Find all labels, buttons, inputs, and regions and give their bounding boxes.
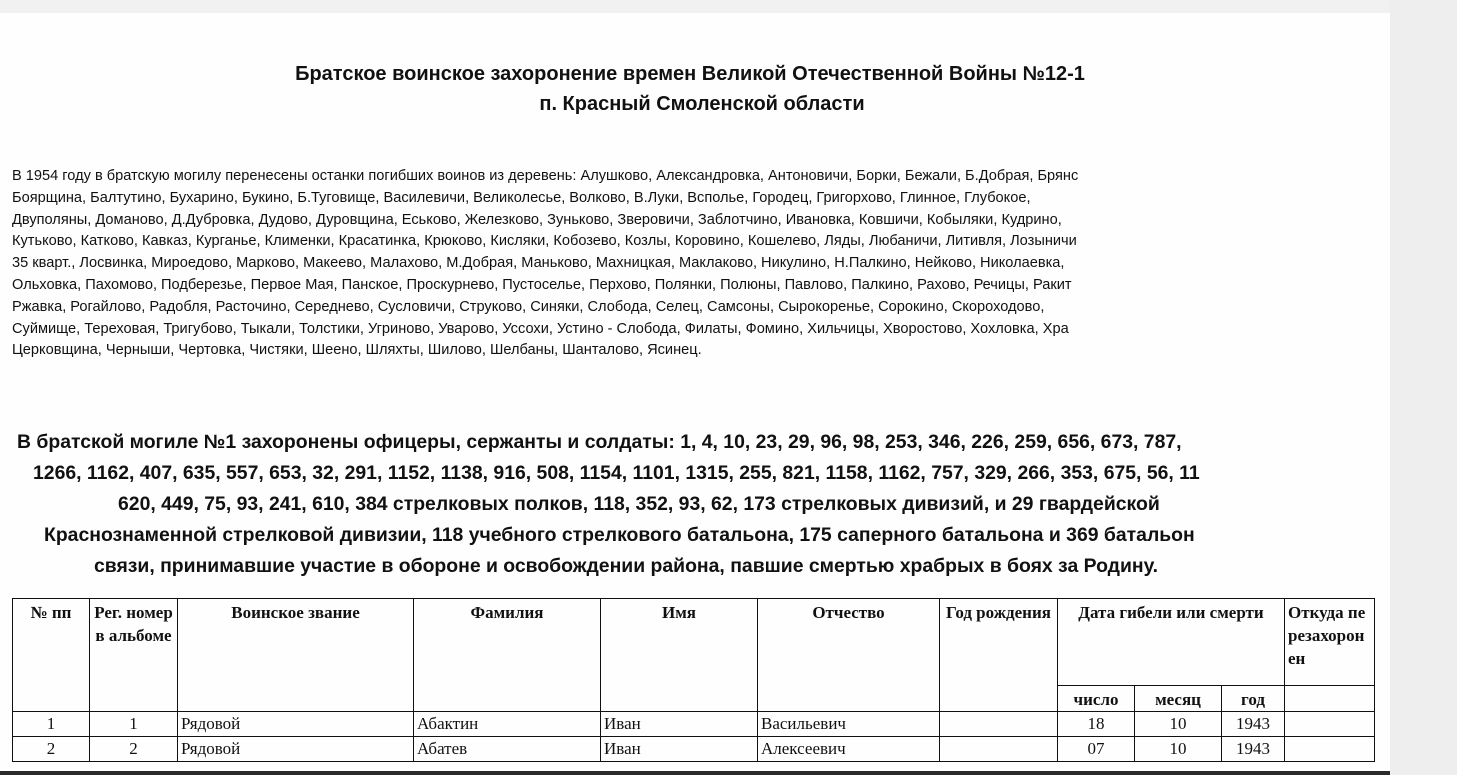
table-row bbox=[13, 712, 1375, 737]
header-month: месяц bbox=[1135, 686, 1222, 712]
document-page bbox=[0, 13, 1390, 771]
cell-origin bbox=[1285, 737, 1375, 762]
intro-line: Двуполяны, Доманово, Д.Дубровка, Дудово, Дуровщина, Еськово, Железково, Зуньково, Зверовичи, Заблотчино, Ивановка, Ковшичи, Кобыляки, Кудрино, bbox=[12, 211, 1062, 228]
cell-patronymic: Алексеевич bbox=[758, 737, 940, 762]
cell-day: 18 bbox=[1058, 712, 1135, 737]
cell-num: 2 bbox=[13, 737, 90, 762]
cell-year: 1943 bbox=[1222, 737, 1285, 762]
summary-line: В братской могиле №1 захоронены офицеры, сержанты и солдаты: 1, 4, 10, 23, 29, 96, 98, 253, 346, 226, 259, 656, 673, 787, bbox=[17, 431, 1182, 453]
cell-patronymic: Васильевич bbox=[758, 712, 940, 737]
intro-paragraph bbox=[12, 166, 1390, 362]
summary-line: 620, 449, 75, 93, 241, 610, 384 стрелковых полков, 118, 352, 93, 62, 173 стрелковых дивизий, и 29 гвардейской bbox=[118, 493, 1160, 515]
table-header-row bbox=[13, 599, 1375, 686]
document-title: Братское воинское захоронение времен Великой Отечественной Войны №12-1 bbox=[295, 63, 1085, 85]
header-num: № пп bbox=[13, 599, 90, 712]
header-birth-year: Год рождения bbox=[940, 599, 1058, 712]
header-surname: Фамилия bbox=[414, 599, 601, 712]
cell-surname: Абатев bbox=[414, 737, 601, 762]
document-subtitle: п. Красный Смоленской области bbox=[539, 93, 865, 115]
header-death-date: Дата гибели или смерти bbox=[1058, 599, 1285, 686]
intro-line: Церковщина, Черныши, Чертовка, Чистяки, Шеено, Шляхты, Шилово, Шелбаны, Шанталово, Ясинец. bbox=[12, 342, 702, 359]
cell-origin bbox=[1285, 712, 1375, 737]
intro-line: Кутьково, Катково, Кавказ, Курганье, Клименки, Красатинка, Крюково, Кисляки, Кобозево, Козлы, Коровино, Кошелево, Ляды, Любаничи, Литивля, Лозыничи bbox=[12, 233, 1077, 250]
intro-line: Боярщина, Балтутино, Бухарино, Букино, Б.Туговище, Василевичи, Великолесье, Волково, В.Луки, Всполье, Городец, Григорхово, Глинное, Глубокое, bbox=[12, 189, 1031, 206]
cell-day: 07 bbox=[1058, 737, 1135, 762]
viewer-side-panel bbox=[1390, 0, 1457, 775]
cell-month: 10 bbox=[1135, 737, 1222, 762]
cell-birth-year bbox=[940, 712, 1058, 737]
intro-line: В 1954 году в братскую могилу перенесены останки погибших воинов из деревень: Алушково, Александровка, Антоновичи, Борки, Бежали, Б.Добрая, Брянс bbox=[12, 168, 1079, 184]
header-day: число bbox=[1058, 686, 1135, 712]
header-origin-empty bbox=[1285, 686, 1375, 712]
viewer-top-bar bbox=[0, 0, 1457, 13]
cell-year: 1943 bbox=[1222, 712, 1285, 737]
summary-line: 1266, 1162, 407, 635, 557, 653, 32, 291, 1152, 1138, 916, 508, 1154, 1101, 1315, 255, 821, 1158, 1162, 757, 329, 266, 353, 675, 56, 11 bbox=[33, 462, 1200, 484]
cell-reg: 2 bbox=[90, 737, 178, 762]
burials-table bbox=[12, 598, 1375, 762]
header-reg: Рег. номер в альбоме bbox=[90, 599, 178, 712]
header-year: год bbox=[1222, 686, 1285, 712]
cell-birth-year bbox=[940, 737, 1058, 762]
header-origin: Откуда перезахоронен bbox=[1285, 599, 1375, 686]
cell-num: 1 bbox=[13, 712, 90, 737]
cell-rank: Рядовой bbox=[178, 712, 414, 737]
table-row bbox=[13, 737, 1375, 762]
cell-surname: Абактин bbox=[414, 712, 601, 737]
viewer-bottom-bar bbox=[0, 771, 1390, 775]
cell-name: Иван bbox=[601, 737, 758, 762]
summary-line: связи, принимавшие участие в обороне и освобождении района, павшие смертью храбрых в боях за Родину. bbox=[94, 555, 1159, 577]
intro-line: Ржавка, Рогайлово, Радобля, Расточино, Середнево, Сусловичи, Струково, Синяки, Слобода, Селец, Самсоны, Сырокоренье, Сорокино, Скороходово, bbox=[12, 298, 1045, 315]
header-patronymic: Отчество bbox=[758, 599, 940, 712]
header-rank: Воинское звание bbox=[178, 599, 414, 712]
header-name: Имя bbox=[601, 599, 758, 712]
intro-line: Суймище, Тереховая, Тригубово, Тыкали, Толстики, Угриново, Уварово, Уссохи, Устино - Слобода, Филаты, Фомино, Хильчицы, Хворостово, Хохловка, Хра bbox=[12, 320, 1069, 337]
cell-month: 10 bbox=[1135, 712, 1222, 737]
cell-name: Иван bbox=[601, 712, 758, 737]
intro-line: 35 кварт., Лосвинка, Мироедово, Марково, Макеево, Малахово, М.Добрая, Маньково, Махницкая, Маклаково, Никулино, Н.Палкино, Нейково, Николаевка, bbox=[12, 255, 1065, 272]
intro-line: Ольховка, Пахомово, Подберезье, Первое Мая, Панское, Проскурнево, Пустоселье, Перхово, Полянки, Полюны, Павлово, Палкино, Рахово, Речицы, Ракит bbox=[12, 276, 1072, 293]
cell-rank: Рядовой bbox=[178, 737, 414, 762]
summary-line: Краснознаменной стрелковой дивизии, 118 учебного стрелкового батальона, 175 саперного батальона и 369 батальон bbox=[44, 524, 1195, 546]
cell-reg: 1 bbox=[90, 712, 178, 737]
